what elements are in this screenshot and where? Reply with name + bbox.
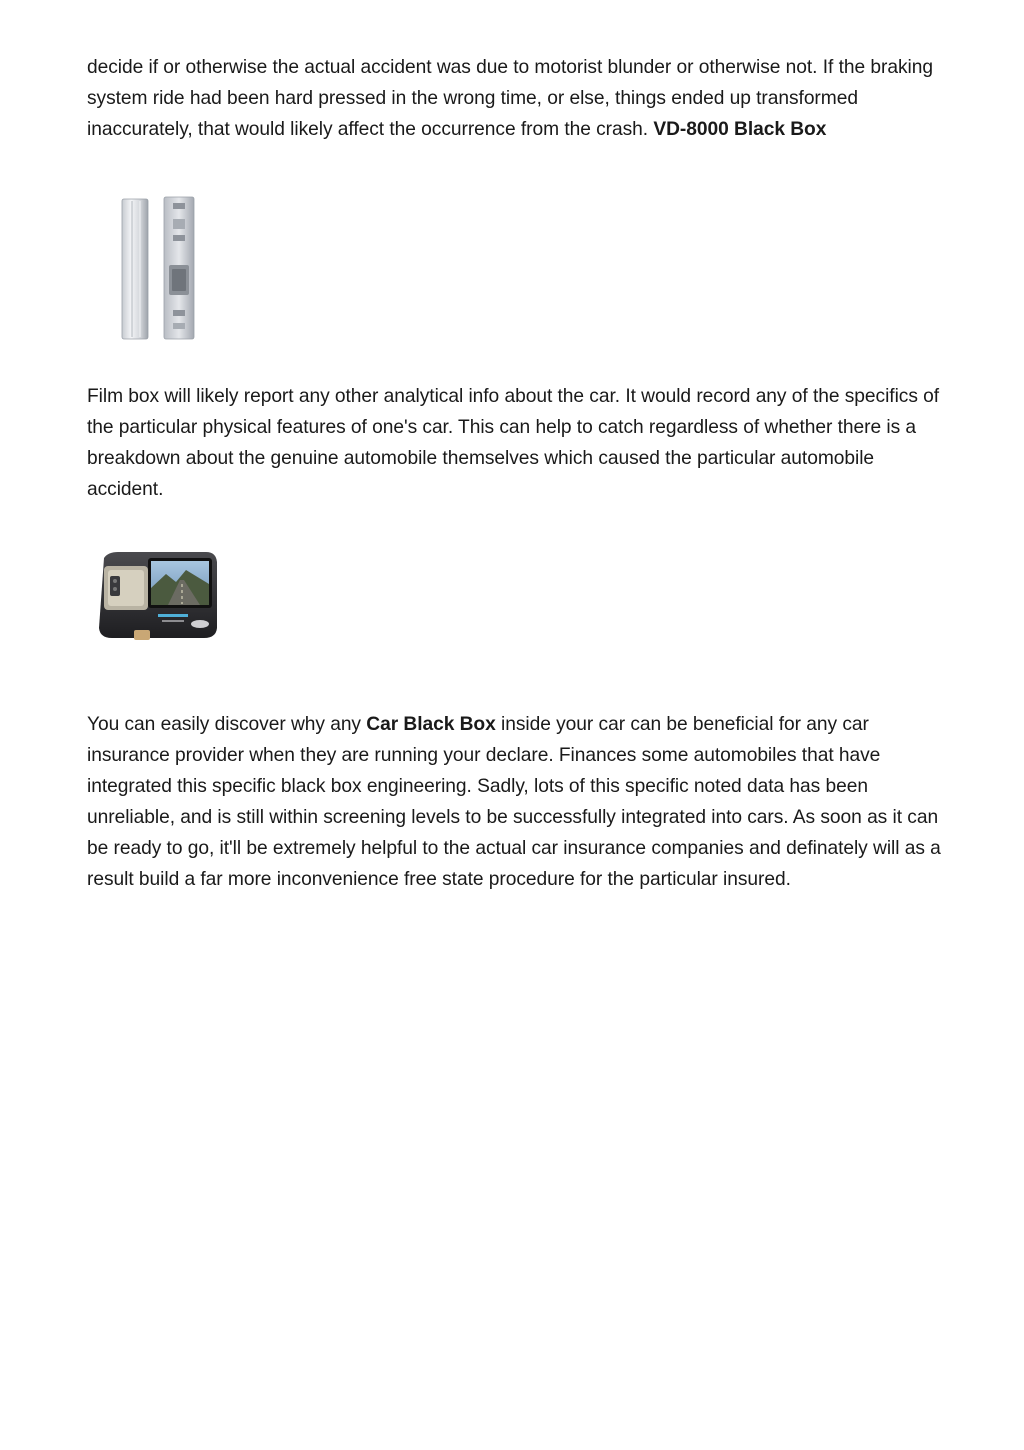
product-name-vd-8000: VD-8000 Black Box <box>653 119 827 140</box>
paragraph-car-black-box-after: inside your car can be beneficial for any car insurance provider when they are running your declare. Finances some automobiles that have integrated this specific black box engineering. Sadly, lots of this specific noted data has been unreliable, and is still within screening levels to be successfully integrated into cars. As soon as it can be ready to go, it'll be extremely helpful to the actual car insurance companies and definately will as a result build a far more inconvenience free state procedure for the particular insured. <box>87 714 941 890</box>
car-black-box-photo <box>96 548 220 644</box>
vd-8000-black-box-photo <box>118 195 198 340</box>
paragraph-film-box: Film box will likely report any other analytical info about the car. It would record any of the specifics of the particular physical features of one's car. This can help to catch regardless of whether there is a breakdown about the genuine automobile themselves which caused the particular automobile accident. <box>87 386 940 500</box>
paragraph-car-black-box <box>87 709 947 895</box>
product-name-car-black-box: Car Black Box <box>366 714 496 735</box>
paragraph-car-black-box-before: You can easily discover why any <box>87 714 367 735</box>
paragraph-intro-text: decide if or otherwise the actual accident was due to motorist blunder or otherwise not. If the braking system ride had been hard pressed in the wrong time, or else, things ended up transformed inaccurately, that would likely affect the occurrence from the crash. <box>87 57 933 140</box>
paragraph-intro <box>87 52 947 145</box>
